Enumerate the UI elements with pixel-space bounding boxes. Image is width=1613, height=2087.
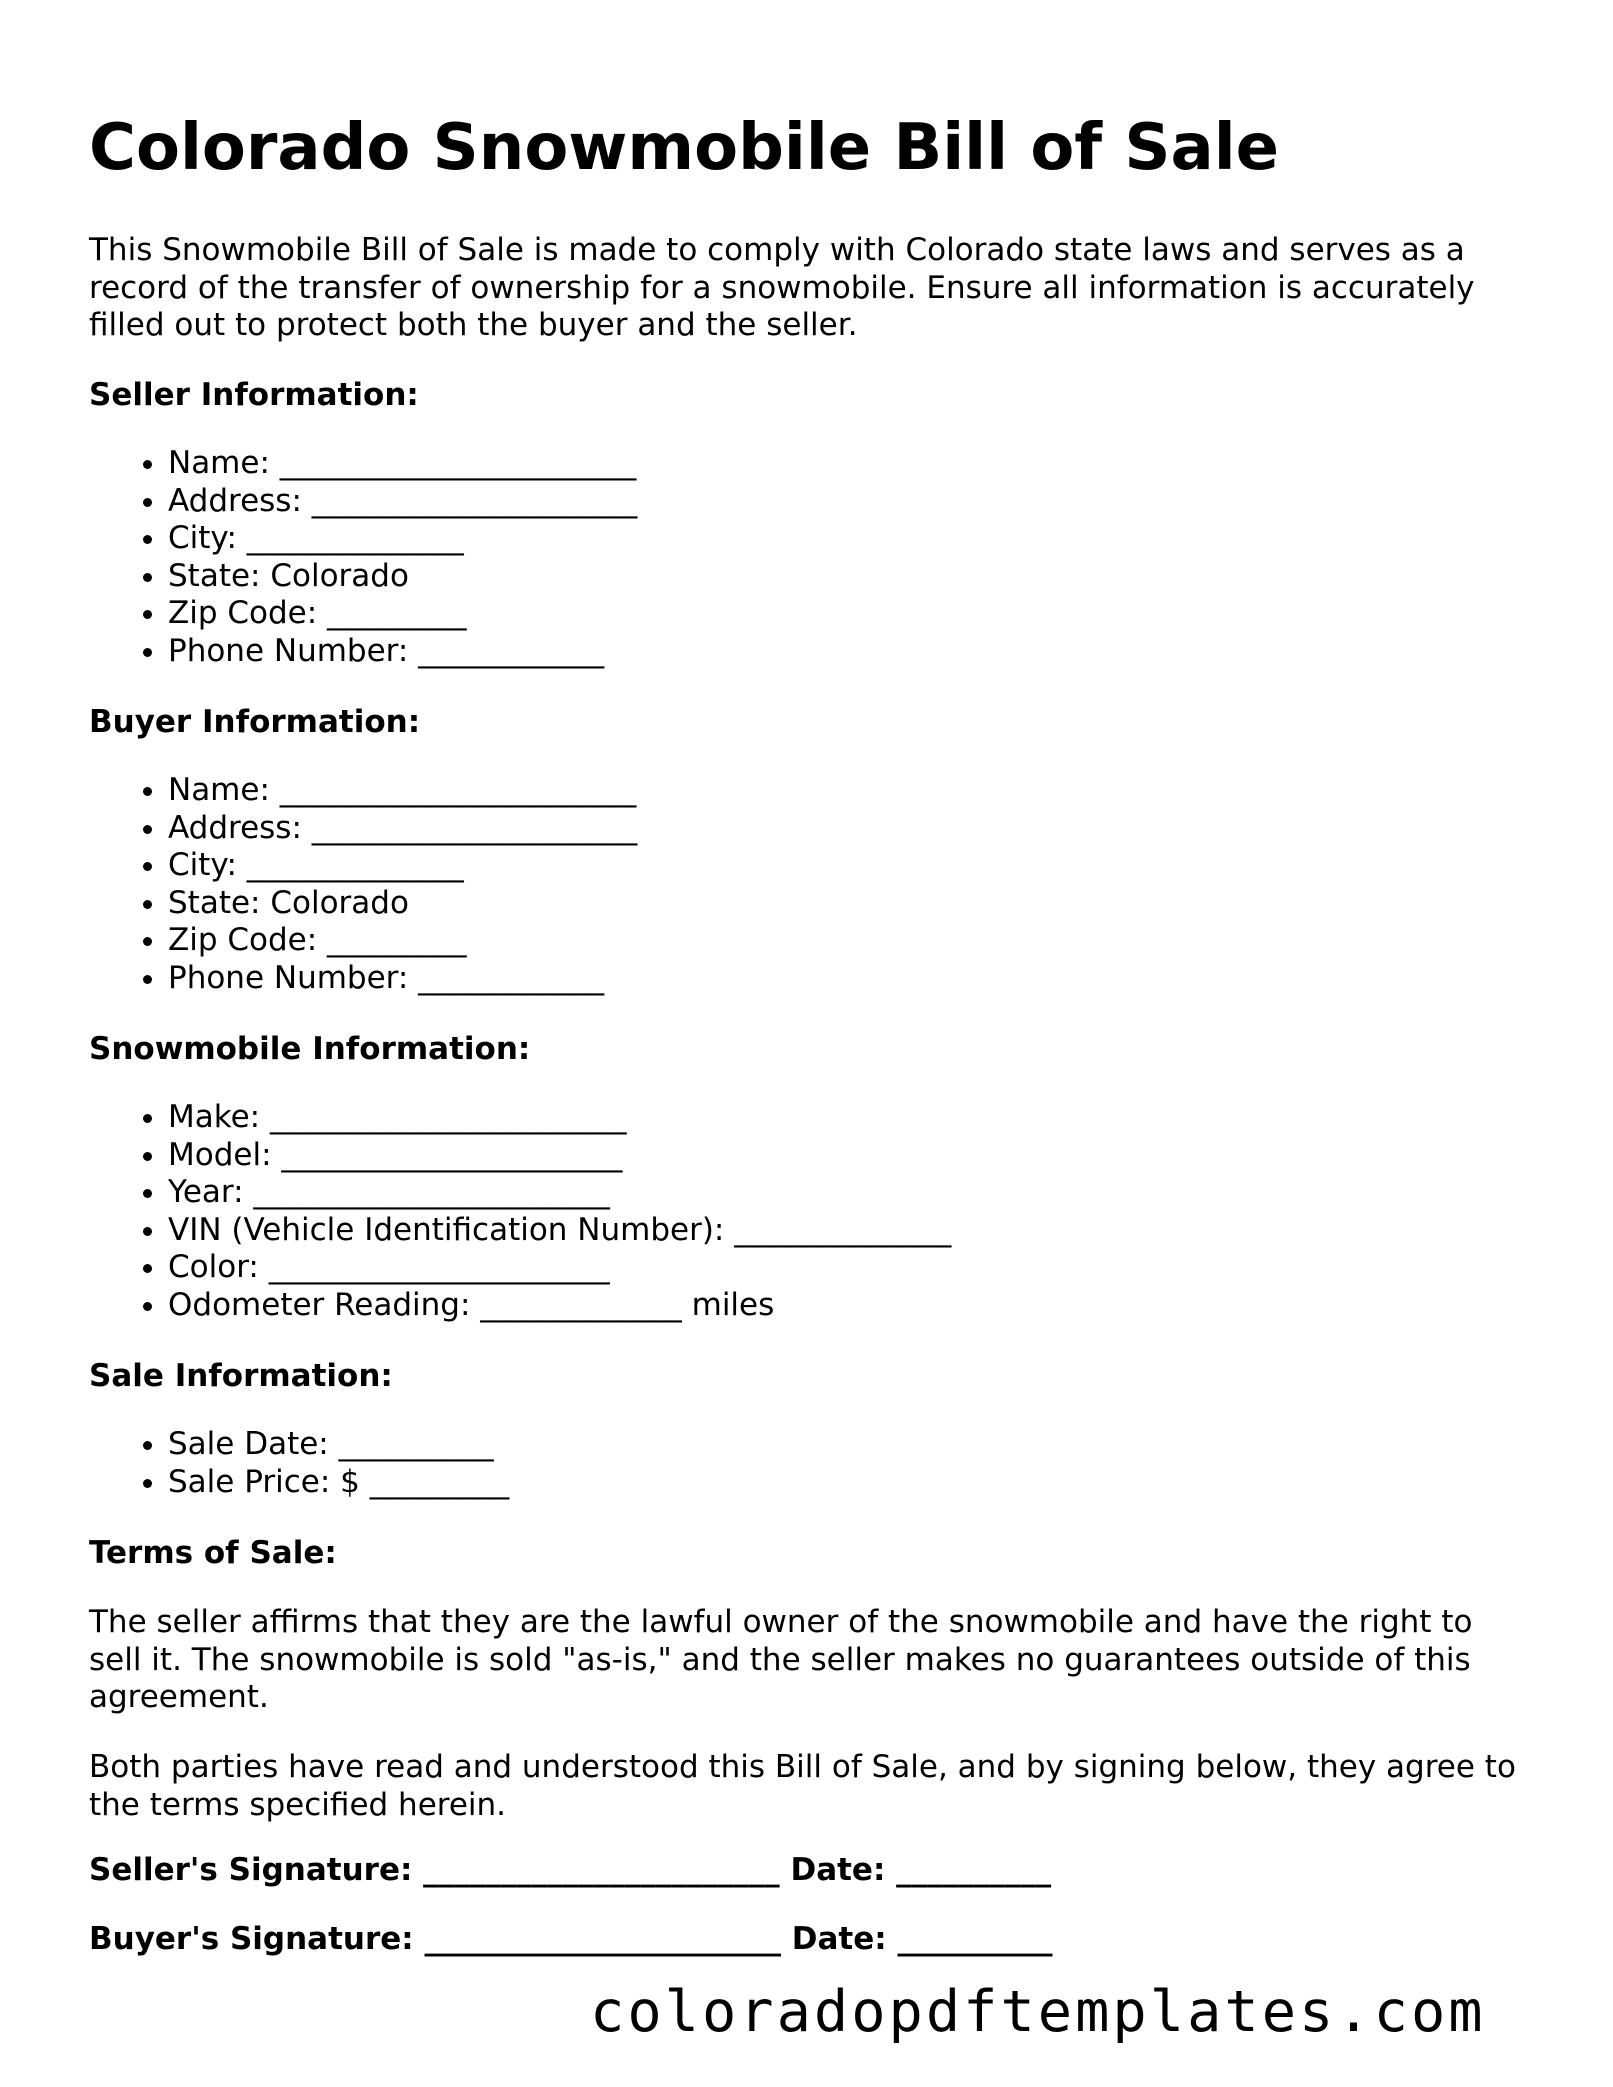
buyer-city-field[interactable]: • City: ______________ — [168, 847, 637, 885]
seller-fields-list — [89, 445, 637, 670]
seller-heading: Seller Information: — [89, 377, 419, 413]
seller-signature-line[interactable]: Seller's Signature: _______________________ Date: __________ — [89, 1852, 1052, 1888]
seller-name-field[interactable]: • Name: _______________________ — [168, 445, 637, 483]
snowmobile-year-field[interactable]: • Year: _______________________ — [168, 1174, 951, 1212]
agreement-paragraph: Both parties have read and understood this Bill of Sale, and by signing below, they agree to the terms specified herein. — [89, 1749, 1516, 1823]
terms-paragraph: The seller affirms that they are the lawful owner of the snowmobile and have the right to sell it. The snowmobile is sold "as-is," and the seller makes no guarantees outside of this agreement. — [89, 1604, 1473, 1715]
snowmobile-model-field[interactable]: • Model: ______________________ — [168, 1137, 951, 1175]
sale-price-field[interactable]: • Sale Price: $ _________ — [168, 1464, 509, 1502]
buyer-phone-field[interactable]: • Phone Number: ____________ — [168, 960, 637, 998]
terms-heading: Terms of Sale: — [89, 1535, 337, 1571]
snowmobile-fields-list — [89, 1099, 951, 1324]
seller-state-field: • State: Colorado — [168, 558, 637, 596]
buyer-heading: Buyer Information: — [89, 704, 421, 740]
buyer-signature-line[interactable]: Buyer's Signature: _______________________ Date: __________ — [89, 1921, 1053, 1957]
snowmobile-odometer-field[interactable]: • Odometer Reading: _____________ miles — [168, 1287, 951, 1325]
intro-paragraph: This Snowmobile Bill of Sale is made to comply with Colorado state laws and serves as a record of the transfer of ownership for a snowmobile. Ensure all information is accurately filled out to protect both the buyer and the seller. — [89, 232, 1475, 343]
snowmobile-vin-field[interactable]: • VIN (Vehicle Identification Number): ______________ — [168, 1212, 951, 1250]
buyer-zip-field[interactable]: • Zip Code: _________ — [168, 922, 637, 960]
buyer-fields-list — [89, 772, 637, 997]
seller-phone-field[interactable]: • Phone Number: ____________ — [168, 633, 637, 671]
sale-date-field[interactable]: • Sale Date: __________ — [168, 1426, 509, 1464]
snowmobile-make-field[interactable]: • Make: _______________________ — [168, 1099, 951, 1137]
buyer-name-field[interactable]: • Name: _______________________ — [168, 772, 637, 810]
page-title: Colorado Snowmobile Bill of Sale — [89, 111, 1280, 185]
buyer-address-field[interactable]: • Address: _____________________ — [168, 810, 637, 848]
snowmobile-heading: Snowmobile Information: — [89, 1031, 531, 1067]
snowmobile-color-field[interactable]: • Color: ______________________ — [168, 1249, 951, 1287]
seller-city-field[interactable]: • City: ______________ — [168, 520, 637, 558]
buyer-state-field: • State: Colorado — [168, 885, 637, 923]
seller-address-field[interactable]: • Address: _____________________ — [168, 483, 637, 521]
seller-zip-field[interactable]: • Zip Code: _________ — [168, 595, 637, 633]
sale-fields-list — [89, 1426, 509, 1501]
sale-heading: Sale Information: — [89, 1358, 393, 1394]
site-watermark: coloradopdftemplates.com — [590, 1979, 1486, 2045]
